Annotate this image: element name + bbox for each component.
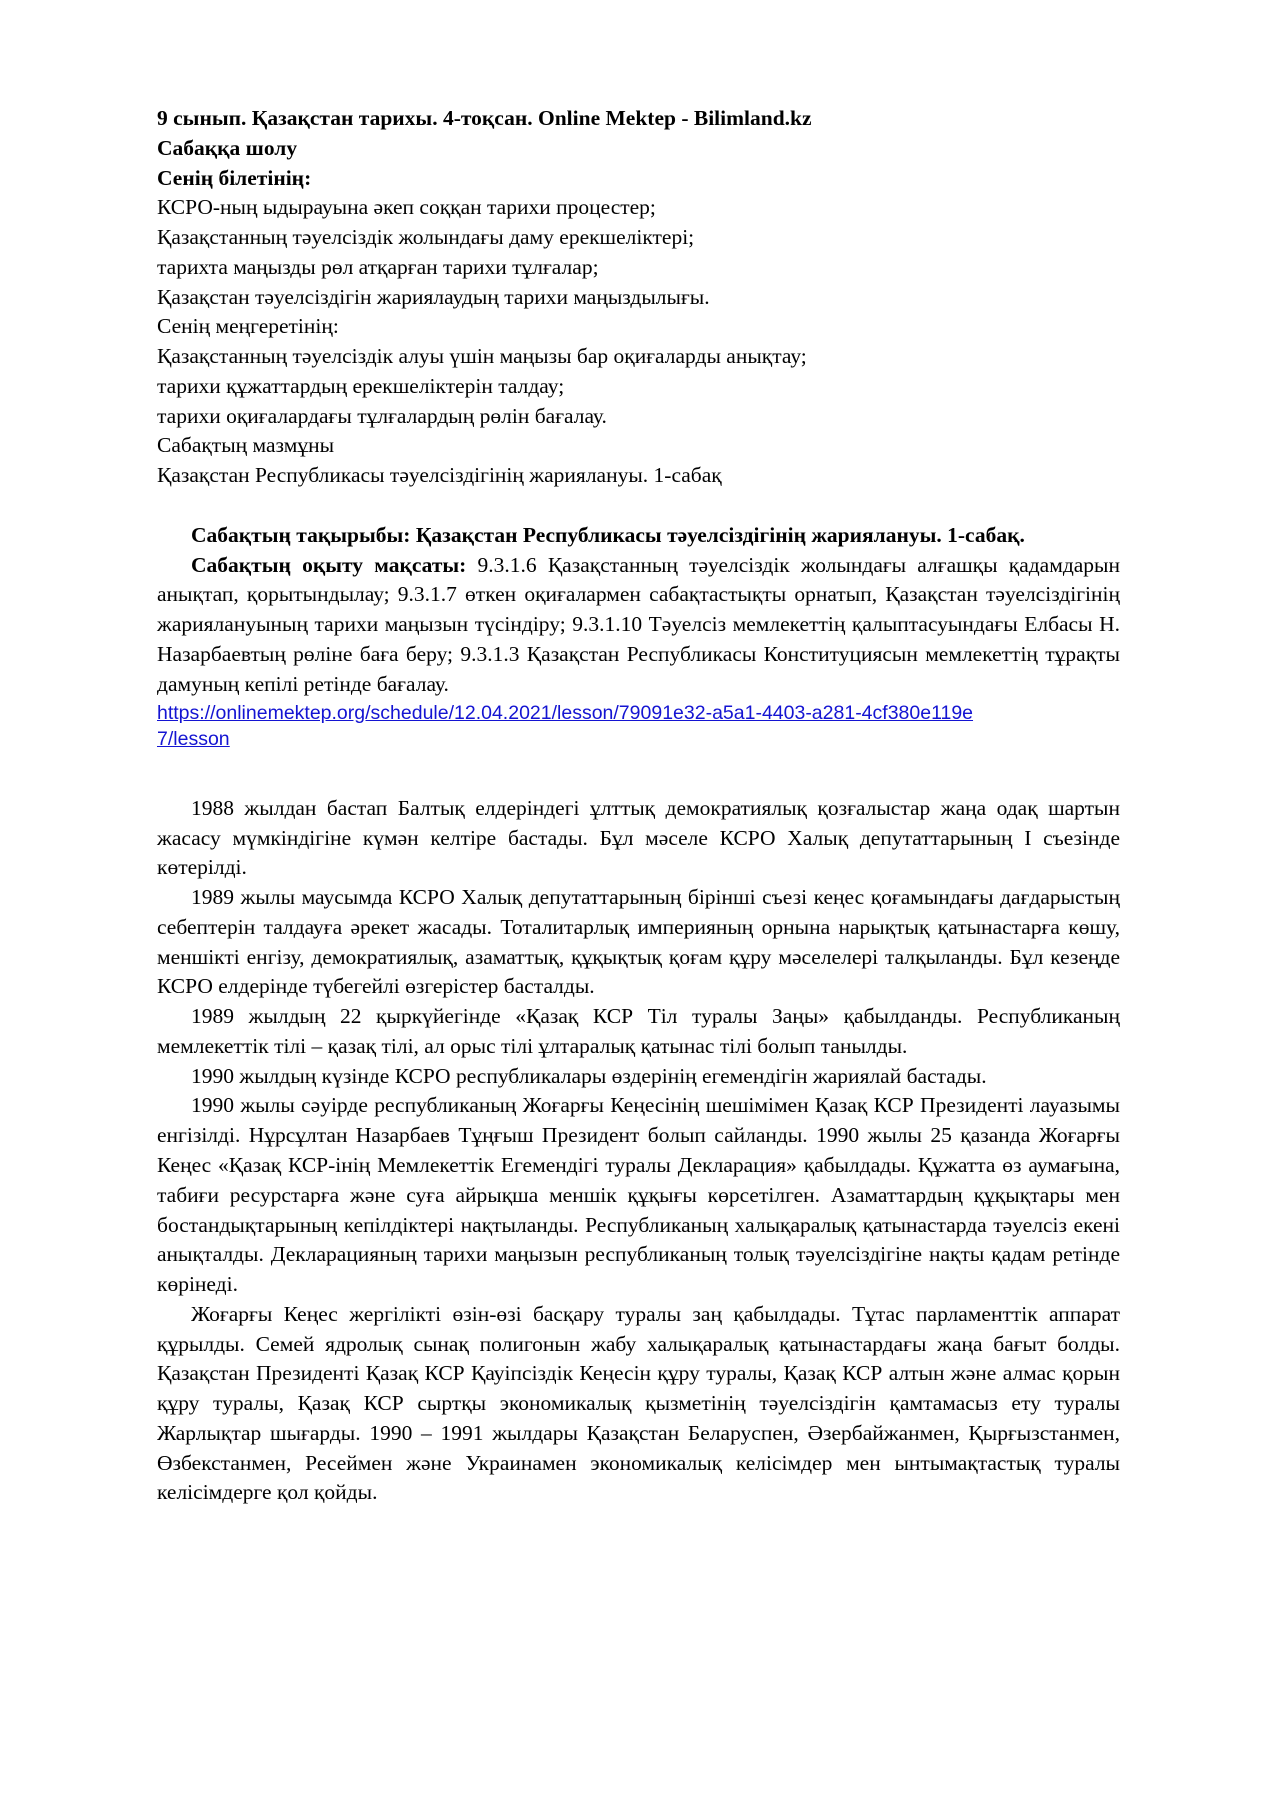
lesson-objective-label: Сабақтың оқыту мақсаты:	[191, 552, 467, 577]
body-paragraph: 1989 жылы маусымда КСРО Халық депутаттарының бірінші съезі кеңес қоғамындағы дағдарыстың себептерін талдауға әрекет жасады. Тоталитарлық империяның орнына нарықтық қатынастарға көшу, меншікті енгізу, демократиялық, азаматтық, құқықтық қоғам құру мәселелері талқыланды. Бұл кезеңде КСРО елдерінде түбегейлі өзгерістер басталды.	[157, 885, 1120, 999]
master-section-label: Сенің меңгеретінің:	[157, 314, 339, 339]
know-item: КСРО-ның ыдырауына әкеп соққан тарихи процестер;	[157, 195, 656, 220]
body-paragraph: 1988 жылдан бастап Балтық елдеріндегі ұлттық демократиялық қозғалыстар жаңа одақ шартын жасасу мүмкіндігіне күмән келтіре бастады. Бұл мәселе КСРО Халық депутаттарының I съезінде көтерілді.	[157, 795, 1120, 880]
document-title: 9 сынып. Қазақстан тарихы. 4-тоқсан. Online Mektep - Bilimland.kz	[157, 106, 812, 130]
know-item: тарихта маңызды рөл атқарған тарихи тұлғалар;	[157, 254, 599, 279]
know-item: Қазақстанның тәуелсіздік жолындағы даму ерекшеліктері;	[157, 225, 695, 250]
master-item: тарихи құжаттардың ерекшеліктерін талдау;	[157, 373, 565, 398]
master-item: тарихи оқиғалардағы тұлғалардың рөлін бағалау.	[157, 403, 607, 428]
body-paragraph: 1990 жылы сәуірде республиканың Жоғарғы Кеңесінің шешімімен Қазақ КСР Президенті лауазымы енгізілді. Нұрсұлтан Назарбаев Тұңғыш Президент болып сайланды. 1990 жылы 25 қазанда Жоғарғы Кеңес «Қазақ КСР-інің Мемлекеттік Егемендігі туралы Декларация» қабылдады. Құжатта өз аумағына, табиғи ресурстарға және суға айрықша меншік құқығы көрсетілген. Азаматтардың құқықтары мен бостандықтарының кепілдіктері нақтыланды. Республиканың халықаралық қатынастарда тәуелсіз екені анықталды. Декларацияның тарихи маңызын республиканың толық тәуелсіздігіне нақты қадам ретінде көрінеді.	[157, 1093, 1120, 1297]
body-paragraph: 1989 жылдың 22 қыркүйегінде «Қазақ КСР Тіл туралы Заңы» қабылданды. Республиканың мемлекеттік тілі – қазақ тілі, ал орыс тілі ұлтаралық қатынас тілі болып танылды.	[157, 1004, 1120, 1058]
content-section-label: Сабақтың мазмұны	[157, 433, 335, 458]
master-item: Қазақстанның тәуелсіздік алуы үшін маңызы бар оқиғаларды анықтау;	[157, 344, 807, 369]
document-body	[157, 104, 1120, 1508]
body-paragraph: 1990 жылдың күзінде КСРО республикалары өздерінің егемендігін жариялай бастады.	[191, 1063, 987, 1088]
lesson-topic-paragraph	[157, 521, 1120, 551]
lesson-objective-text: 9.3.1.6 Қазақстанның тәуелсіздік жолындағы алғашқы қадамдарын анықтап, қорытындылау; 9.3.1.7 өткен оқиғалармен сабақтастықты орнатып, Қазақстан тәуелсіздігінің жариялануының тарихи маңызын түсіндіру; 9.3.1.10 Тәуелсіз мемлекеттің қалыптасуындағы Елбасы Н. Назарбаевтың рөліне баға беру; 9.3.1.3 Қазақстан Республикасы Конституциясын мемлекеттің тұрақты дамуның кепілі ретінде бағалау.	[157, 552, 1121, 696]
lesson-topic-text: Қазақстан Республикасы тәуелсіздігінің жариялануы. 1-сабақ.	[410, 522, 1025, 547]
body-paragraph: Жоғарғы Кеңес жергілікті өзін-өзі басқару туралы заң қабылдады. Тұтас парламенттік аппарат құрылды. Семей ядролық сынақ полигонын жабу халықаралық қатынастардағы жаңа бағыт болды. Қазақстан Президенті Қазақ КСР Қауіпсіздік Кеңесін құру туралы, Қазақ КСР алтын және алмас қорын құру туралы, Қазақ КСР сыртқы экономикалық қызметінің тәуелсіздігін қамтамасыз ету туралы Жарлықтар шығарды. 1990 – 1991 жылдары Қазақстан Беларуспен, Әзербайжанмен, Қырғызстанмен, Өзбекстанмен, Ресеймен және Украинамен экономикалық келісімдер мен ынтымақтастық туралы келісімдерге қол қойды.	[157, 1301, 1120, 1505]
section-spacer	[157, 491, 1120, 521]
content-section-value: Қазақстан Республикасы тәуелсіздігінің жариялануы. 1-сабақ	[157, 463, 722, 488]
know-item: Қазақстан тәуелсіздігін жариялаудың тарихи маңыздылығы.	[157, 284, 710, 309]
know-section-label: Сенің білетінің:	[157, 165, 312, 190]
lesson-objective-paragraph	[157, 551, 1120, 700]
lesson-url-paragraph	[157, 700, 987, 752]
lesson-topic-label: Сабақтың тақырыбы:	[191, 522, 411, 547]
lesson-overview-label: Сабаққа шолу	[157, 135, 298, 160]
lesson-url-link[interactable]: https://onlinemektep.org/schedule/12.04.2021/lesson/79091e32-a5a1-4403-a281-4cf380e119e7/lesson	[157, 701, 974, 750]
body-spacer	[157, 752, 1120, 794]
